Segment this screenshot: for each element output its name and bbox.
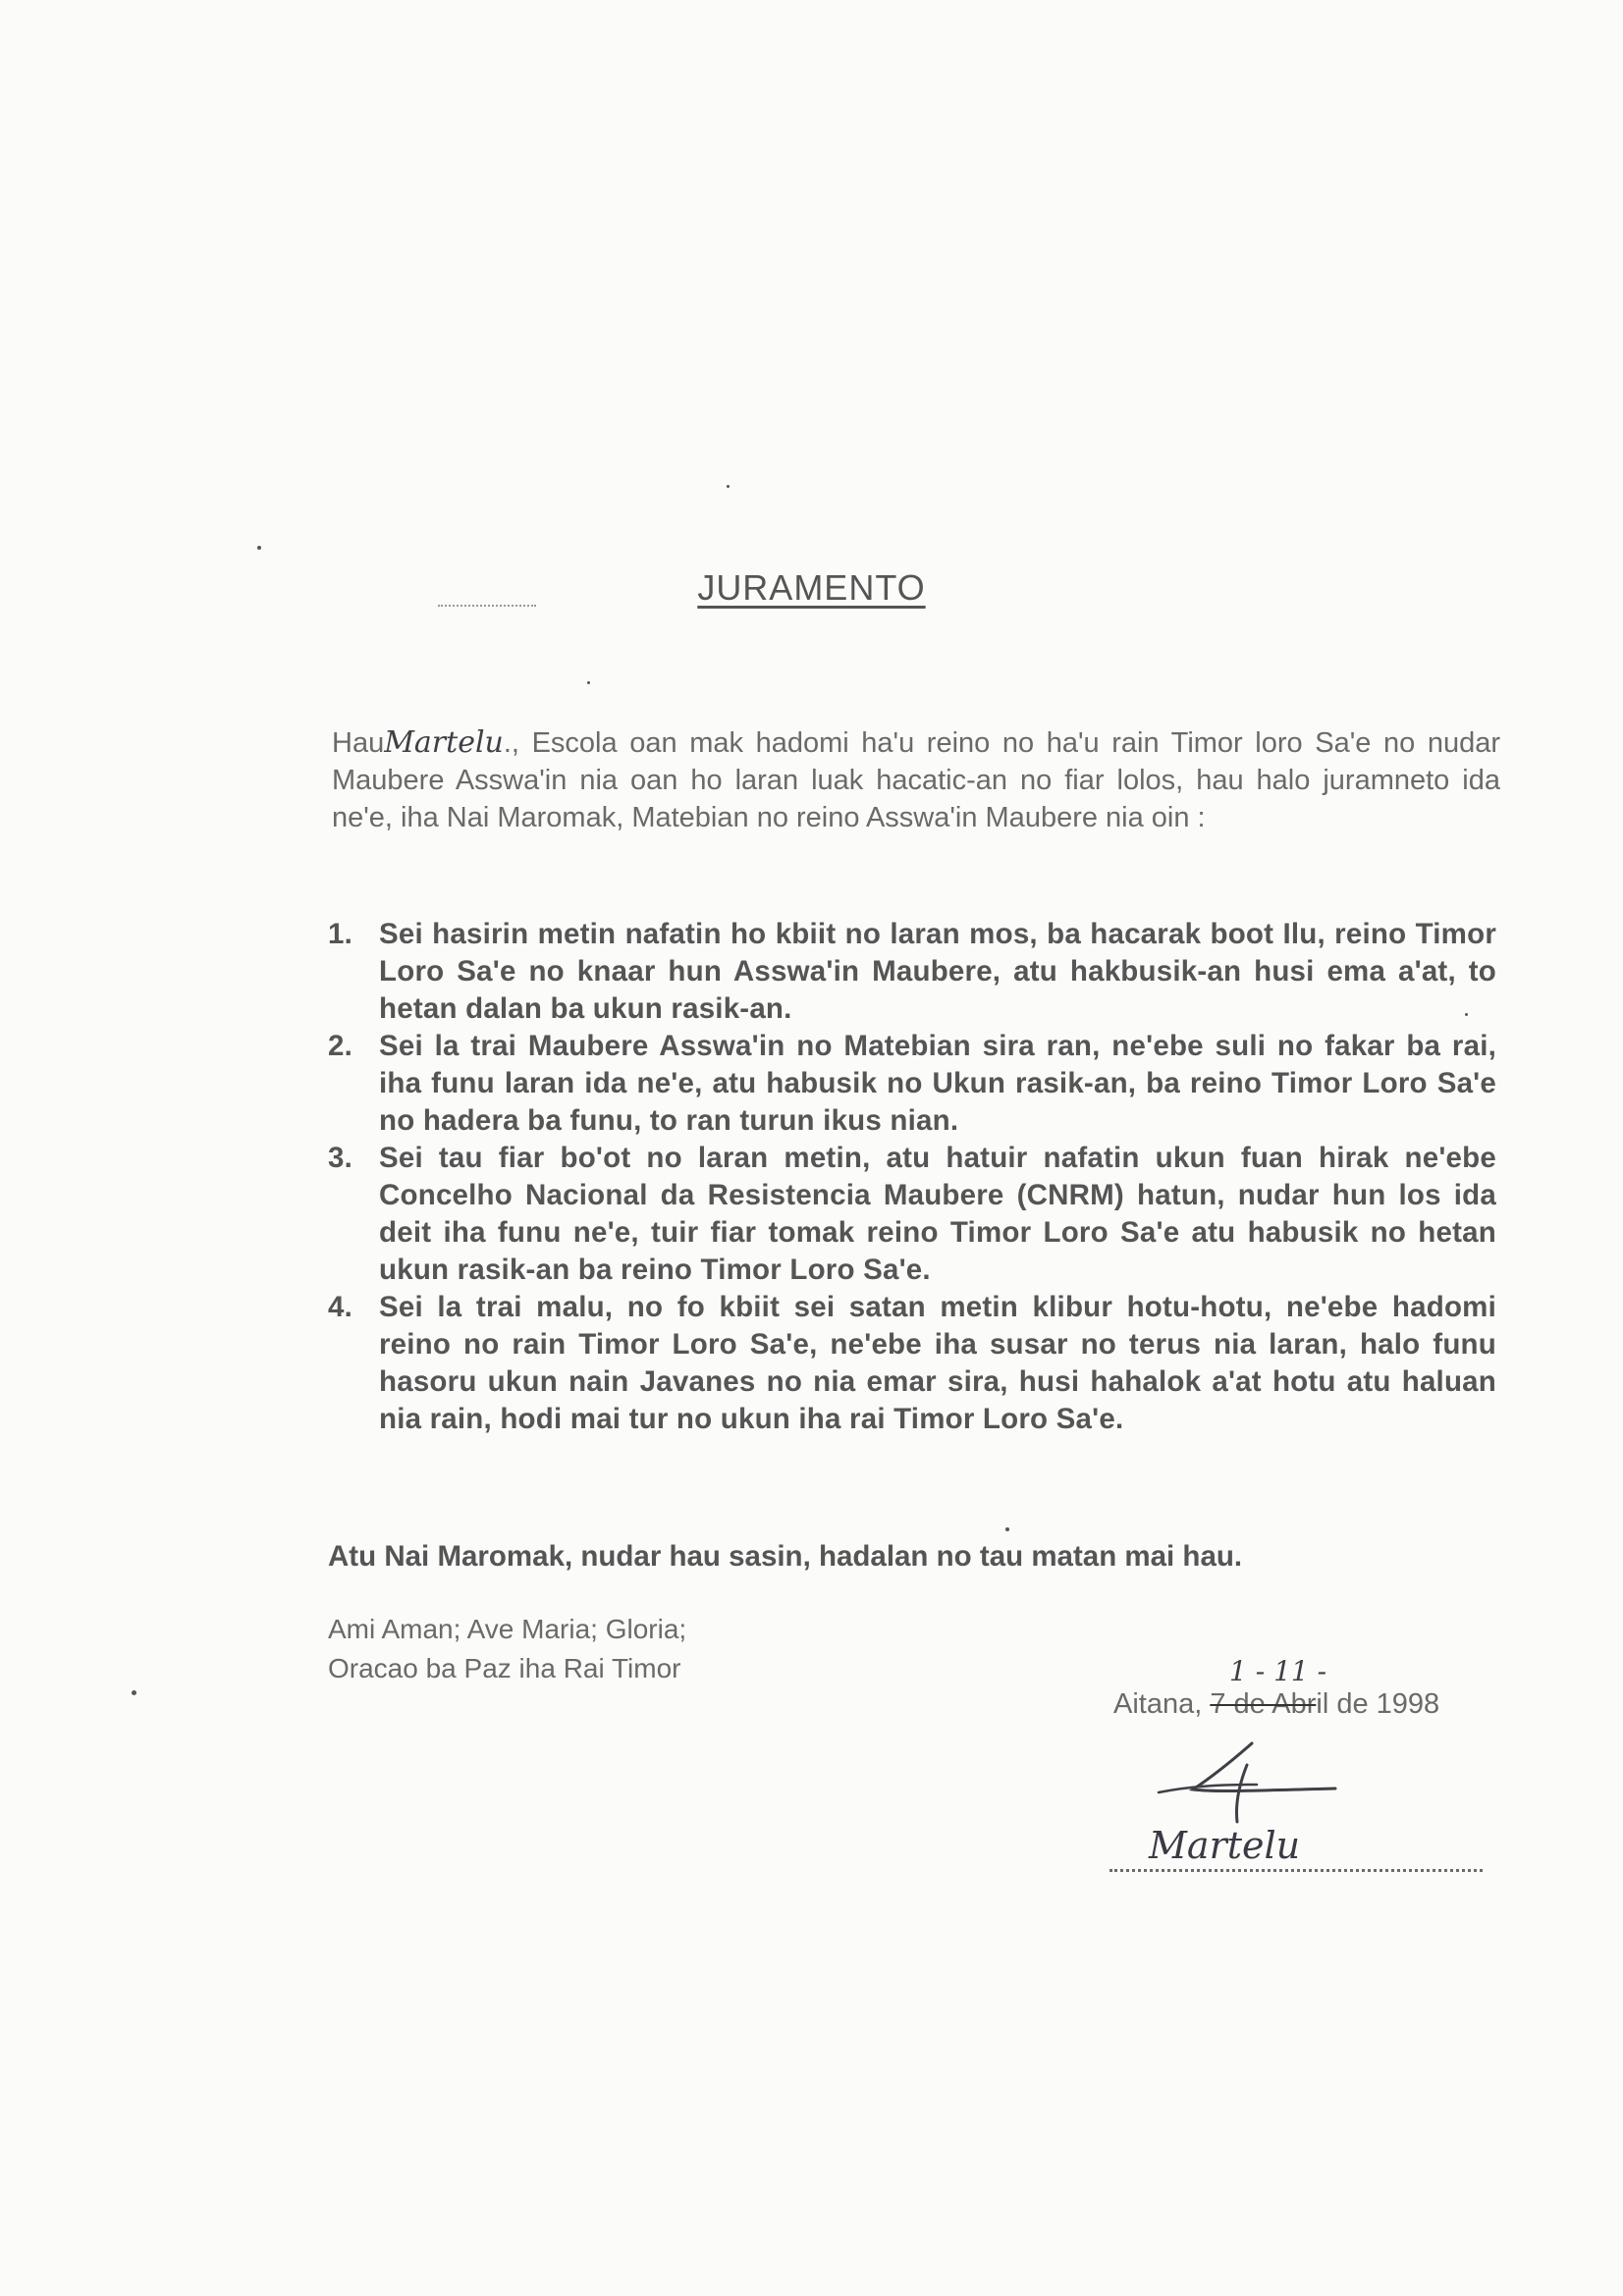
- oath-number: 2.: [328, 1030, 353, 1062]
- closing-line: Atu Nai Maromak, nudar hau sasin, hadalan no tau matan mai hau.: [328, 1540, 1243, 1573]
- intro-paragraph: [332, 724, 1500, 836]
- oath-item: [328, 1028, 1496, 1140]
- oath-text: Sei la trai malu, no fo kbiit sei satan metin klibur hotu-hotu, ne'ebe hadomi reino no rain Timor Loro Sa'e, ne'ebe iha susar no terus nia laran, halo funu hasoru ukun nain Javanes no nia emar sira, husi hahalok a'at hotu atu haluan nia rain, hodi mai tur no ukun iha rai Timor Loro Sa'e.: [379, 1291, 1496, 1435]
- oath-number: 1.: [328, 918, 353, 950]
- scan-speck: [257, 546, 261, 550]
- date-struck: 7 de Abr: [1210, 1688, 1317, 1720]
- prayer-line: Ami Aman; Ave Maria; Gloria;: [328, 1614, 687, 1644]
- signature-name: Martelu: [1149, 1824, 1301, 1867]
- prayer-line: Oracao ba Paz iha Rai Timor: [328, 1653, 681, 1683]
- oath-item: [328, 1289, 1496, 1438]
- scan-speck: [587, 681, 590, 684]
- intro-text: ., Escola oan mak hadomi ha'u reino no ha'u rain Timor loro Sa'e no nudar Maubere Asswa'in nia oan ho laran luak hacatic-an no fiar lolos, hau halo juramneto ida ne'e, iha Nai Maromak, Matebian no reino Asswa'in Maubere nia oin :: [332, 727, 1500, 833]
- oath-text: Sei tau fiar bo'ot no laran metin, atu hatuir nafatin ukun fuan hirak ne'ebe Concelho Nacional da Resistencia Maubere (CNRM) hatun, nudar hun los ida deit iha funu ne'e, tuir fiar tomak reino Timor Loro Sa'e atu habusik no hetan ukun rasik-an ba reino Timor Loro Sa'e.: [379, 1142, 1496, 1286]
- oath-text: Sei la trai Maubere Asswa'in no Matebian sira ran, ne'ebe suli no fakar ba rai, iha funu laran ida ne'e, atu habusik no Ukun rasik-an, ba reino Timor Loro Sa'e no hadera ba funu, to ran turun ikus nian.: [379, 1030, 1496, 1137]
- signature-line: [1109, 1869, 1483, 1872]
- date-place: Aitana,: [1113, 1688, 1211, 1720]
- scan-speck: [132, 1690, 136, 1695]
- prayers-block: [328, 1610, 1015, 1688]
- oath-number: 3.: [328, 1142, 353, 1174]
- document-title: JURAMENTO: [697, 567, 926, 608]
- date-rest: il de 1998: [1316, 1688, 1440, 1720]
- oath-text: Sei hasirin metin nafatin ho kbiit no laran mos, ba hacarak boot Ilu, reino Timor Loro Sa'e no knaar hun Asswa'in Maubere, atu hakbusik-an husi ema a'at, to hetan dalan ba ukun rasik-an.: [379, 918, 1496, 1025]
- oath-list: [328, 916, 1496, 1438]
- oath-number: 4.: [328, 1291, 353, 1323]
- scan-speck: [727, 485, 730, 488]
- oath-item: [328, 916, 1496, 1028]
- intro-prefix: Hau: [332, 727, 385, 759]
- date-line: [1113, 1688, 1506, 1721]
- handwritten-name: Martelu: [384, 725, 504, 760]
- handwritten-date: 1 - 11 -: [1229, 1655, 1327, 1687]
- oath-item: [328, 1140, 1496, 1289]
- signature-flourish-icon: [1149, 1735, 1345, 1824]
- scan-speck: [1005, 1527, 1009, 1531]
